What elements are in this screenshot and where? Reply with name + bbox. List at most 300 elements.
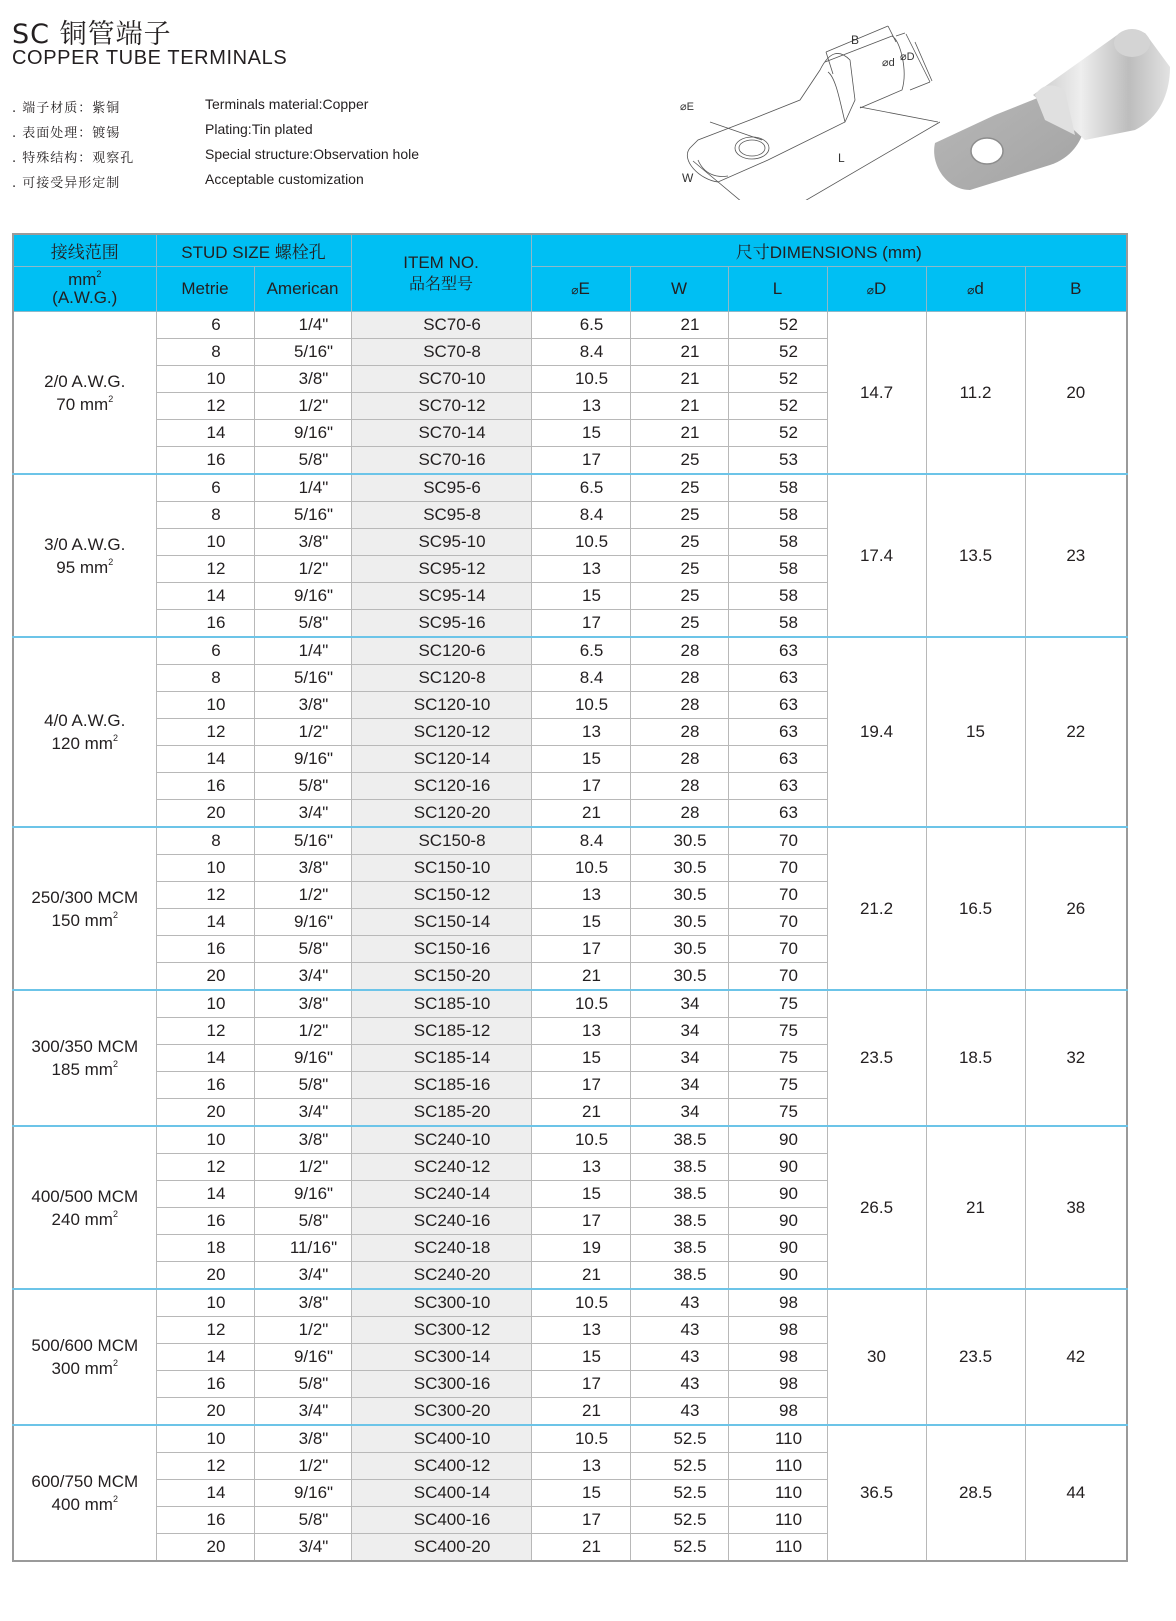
american-stud: 3/8" (254, 1289, 351, 1317)
dim-B: 44 (1025, 1425, 1127, 1561)
dim-w: 38.5 (630, 1235, 728, 1262)
dim-w: 21 (630, 339, 728, 366)
wire-range-cell (13, 990, 156, 1126)
american-stud: 3/4" (254, 1099, 351, 1127)
american-stud: 3/4" (254, 963, 351, 991)
metric-stud: 10 (156, 1425, 254, 1453)
american-stud: 9/16" (254, 1344, 351, 1371)
dim-l: 90 (728, 1208, 827, 1235)
metric-stud: 20 (156, 1534, 254, 1562)
dim-w: 28 (630, 665, 728, 692)
dim-l: 70 (728, 909, 827, 936)
dim-w: 34 (630, 1072, 728, 1099)
header-dimensions: 尺寸DIMENSIONS (mm) (531, 234, 1127, 267)
dim-w: 30.5 (630, 882, 728, 909)
metric-stud: 10 (156, 529, 254, 556)
dim-w: 34 (630, 1018, 728, 1045)
spec-table (12, 233, 1128, 1562)
dim-e: 8.4 (531, 502, 630, 529)
dim-D: 19.4 (827, 637, 926, 827)
american-stud: 1/4" (254, 312, 351, 339)
american-stud: 1/4" (254, 637, 351, 665)
american-stud: 1/2" (254, 393, 351, 420)
dim-e: 13 (531, 1317, 630, 1344)
diameter-icon: ⌀ (967, 283, 975, 297)
wire-range-mm: 120 $mm^2$ (51, 733, 118, 753)
label-d-outer: ⌀D (900, 51, 915, 63)
dim-w: 30.5 (630, 855, 728, 882)
dim-d: 15 (926, 637, 1025, 827)
item-no: SC150-16 (351, 936, 531, 963)
american-stud: 9/16" (254, 583, 351, 610)
wire-range-cell (13, 1126, 156, 1289)
american-stud: 9/16" (254, 909, 351, 936)
table-row (13, 1126, 1127, 1154)
dim-l: 58 (728, 583, 827, 610)
dim-B: 22 (1025, 637, 1127, 827)
metric-stud: 10 (156, 855, 254, 882)
american-stud: 1/2" (254, 1018, 351, 1045)
dim-B: 23 (1025, 474, 1127, 637)
american-stud: 5/16" (254, 502, 351, 529)
american-stud: 3/8" (254, 855, 351, 882)
dim-w: 43 (630, 1289, 728, 1317)
dim-w: 28 (630, 773, 728, 800)
wire-range-mm: 70 $mm^2$ (56, 393, 114, 414)
label-b: B (851, 33, 860, 47)
dim-l: 63 (728, 637, 827, 665)
dim-e: 13 (531, 1018, 630, 1045)
dim-e: 8.4 (531, 665, 630, 692)
dim-d: 13.5 (926, 474, 1025, 637)
dim-l: 90 (728, 1181, 827, 1208)
dim-w: 30.5 (630, 936, 728, 963)
item-no: SC70-8 (351, 339, 531, 366)
item-no: SC150-10 (351, 855, 531, 882)
dim-B: 42 (1025, 1289, 1127, 1425)
wire-range-mm: 185 $mm^2$ (51, 1059, 118, 1079)
dim-w: 21 (630, 393, 728, 420)
item-no: SC70-14 (351, 420, 531, 447)
item-no: SC150-20 (351, 963, 531, 991)
spec-cn: . 表面处理：镀锡 (12, 126, 121, 141)
dim-w: 52.5 (630, 1534, 728, 1562)
item-no: SC120-20 (351, 800, 531, 828)
item-no: SC95-6 (351, 474, 531, 502)
item-no: SC400-10 (351, 1425, 531, 1453)
dim-e: 13 (531, 719, 630, 746)
dim-l: 98 (728, 1289, 827, 1317)
item-no: SC150-8 (351, 827, 531, 855)
dim-l: 63 (728, 692, 827, 719)
dim-l: 58 (728, 474, 827, 502)
dim-e: 19 (531, 1235, 630, 1262)
dim-e: 17 (531, 1507, 630, 1534)
dim-l: 70 (728, 882, 827, 909)
spec-cn: . 端子材质：紫铜 (12, 101, 121, 116)
dim-l: 90 (728, 1235, 827, 1262)
dim-l: 110 (728, 1507, 827, 1534)
item-no: SC240-20 (351, 1262, 531, 1290)
metric-stud: 6 (156, 474, 254, 502)
dim-l: 52 (728, 366, 827, 393)
metric-stud: 16 (156, 1507, 254, 1534)
dim-w: 52.5 (630, 1507, 728, 1534)
dim-l: 110 (728, 1425, 827, 1453)
metric-stud: 12 (156, 393, 254, 420)
dim-B: 20 (1025, 312, 1127, 475)
spec-cn: . 可接受异形定制 (12, 176, 121, 191)
american-stud: 1/2" (254, 719, 351, 746)
squared-sup: 2 (112, 1208, 118, 1219)
dim-e: 21 (531, 800, 630, 828)
american-stud: 5/16" (254, 665, 351, 692)
header-l: L (728, 267, 827, 312)
table-header (13, 234, 1127, 312)
item-no: SC240-10 (351, 1126, 531, 1154)
wire-range-mm: 240 $mm^2$ (51, 1208, 118, 1229)
dim-w: 38.5 (630, 1262, 728, 1290)
dim-l: 63 (728, 665, 827, 692)
wire-range-awg: 600/750 MCM (31, 1472, 139, 1491)
diameter-icon: ⌀ (571, 283, 579, 297)
header-w: W (630, 267, 728, 312)
metric-stud: 12 (156, 719, 254, 746)
dim-e: 15 (531, 1181, 630, 1208)
american-stud: 3/4" (254, 1534, 351, 1562)
american-stud: 3/8" (254, 1425, 351, 1453)
item-no: SC300-20 (351, 1398, 531, 1426)
metric-stud: 6 (156, 637, 254, 665)
terminal-photo (925, 25, 1170, 200)
metric-stud: 14 (156, 420, 254, 447)
label-w: W (682, 171, 694, 185)
squared-sup: 2 (112, 733, 118, 743)
header-dd: ⌀D (827, 267, 926, 312)
metric-stud: 16 (156, 447, 254, 475)
dim-D: 21.2 (827, 827, 926, 990)
item-no: SC240-16 (351, 1208, 531, 1235)
dim-l: 98 (728, 1344, 827, 1371)
item-no: SC95-12 (351, 556, 531, 583)
dim-e: 6.5 (531, 474, 630, 502)
metric-stud: 10 (156, 692, 254, 719)
metric-stud: 20 (156, 963, 254, 991)
dim-l: 70 (728, 936, 827, 963)
dim-w: 34 (630, 1045, 728, 1072)
item-no: SC400-16 (351, 1507, 531, 1534)
dim-w: 38.5 (630, 1181, 728, 1208)
dim-e: 13 (531, 1453, 630, 1480)
american-stud: 1/2" (254, 1317, 351, 1344)
dim-e: 17 (531, 1371, 630, 1398)
dim-w: 52.5 (630, 1425, 728, 1453)
header-d: ⌀d (926, 267, 1025, 312)
table-row (13, 1289, 1127, 1317)
dim-w: 25 (630, 610, 728, 638)
wire-range-cell (13, 474, 156, 637)
squared-sup: 2 (108, 556, 114, 567)
metric-stud: 20 (156, 800, 254, 828)
item-no: SC150-12 (351, 882, 531, 909)
item-no: SC400-20 (351, 1534, 531, 1562)
dim-w: 52.5 (630, 1453, 728, 1480)
american-stud: 3/8" (254, 366, 351, 393)
header-e: ⌀E (531, 267, 630, 312)
wire-range-awg: 500/600 MCM (31, 1336, 139, 1355)
item-no: SC240-12 (351, 1154, 531, 1181)
item-no: SC240-14 (351, 1181, 531, 1208)
dim-l: 58 (728, 556, 827, 583)
metric-stud: 12 (156, 1018, 254, 1045)
wire-range-awg: 2/0 A.W.G. (44, 371, 126, 391)
label-l: L (838, 151, 845, 165)
label-d-inner: ⌀d (882, 57, 895, 69)
item-no: SC95-8 (351, 502, 531, 529)
dim-D: 30 (827, 1289, 926, 1425)
american-stud: 9/16" (254, 1480, 351, 1507)
american-stud: 3/4" (254, 1398, 351, 1426)
dim-e: 21 (531, 1398, 630, 1426)
dim-e: 17 (531, 773, 630, 800)
dim-w: 34 (630, 1099, 728, 1127)
metric-stud: 16 (156, 610, 254, 638)
dim-l: 98 (728, 1371, 827, 1398)
dim-l: 70 (728, 963, 827, 991)
wire-range-cell (13, 312, 156, 475)
squared-sup: 2 (112, 909, 118, 920)
dim-e: 15 (531, 1344, 630, 1371)
dim-l: 70 (728, 855, 827, 882)
terminal-dimension-diagram (650, 10, 940, 200)
item-no: SC185-16 (351, 1072, 531, 1099)
dim-l: 52 (728, 420, 827, 447)
dim-w: 43 (630, 1371, 728, 1398)
page-title-cn: SC 铜管端子 (12, 19, 172, 50)
metric-stud: 10 (156, 1126, 254, 1154)
american-stud: 3/8" (254, 1126, 351, 1154)
dim-w: 25 (630, 529, 728, 556)
american-stud: 9/16" (254, 420, 351, 447)
american-stud: 5/8" (254, 773, 351, 800)
header-item-en: ITEM NO. (403, 253, 479, 272)
american-stud: 9/16" (254, 1181, 351, 1208)
dim-D: 17.4 (827, 474, 926, 637)
header-metrie: Metrie (156, 267, 254, 312)
american-stud: 1/2" (254, 1154, 351, 1181)
dim-B: 26 (1025, 827, 1127, 990)
dim-e: 21 (531, 963, 630, 991)
diameter-icon: ⌀ (866, 283, 874, 297)
american-stud: 3/4" (254, 800, 351, 828)
table-row (13, 312, 1127, 339)
dim-e: 13 (531, 556, 630, 583)
dim-d: 28.5 (926, 1425, 1025, 1561)
header-american: American (254, 267, 351, 312)
metric-stud: 8 (156, 339, 254, 366)
dim-e: 17 (531, 1208, 630, 1235)
metric-stud: 20 (156, 1099, 254, 1127)
dim-e: 15 (531, 1045, 630, 1072)
dim-w: 38.5 (630, 1208, 728, 1235)
item-no: SC400-12 (351, 1453, 531, 1480)
item-no: SC70-6 (351, 312, 531, 339)
wire-range-cell (13, 1289, 156, 1425)
dim-l: 52 (728, 393, 827, 420)
item-no: SC95-10 (351, 529, 531, 556)
dim-e: 10.5 (531, 529, 630, 556)
american-stud: 1/2" (254, 556, 351, 583)
dim-w: 30.5 (630, 827, 728, 855)
dim-B: 32 (1025, 990, 1127, 1126)
wire-range-awg: 4/0 A.W.G. (44, 711, 126, 730)
dim-e: 10.5 (531, 1289, 630, 1317)
dim-w: 25 (630, 474, 728, 502)
item-no: SC185-12 (351, 1018, 531, 1045)
dim-D: 26.5 (827, 1126, 926, 1289)
dim-w: 38.5 (630, 1154, 728, 1181)
dim-e: 10.5 (531, 855, 630, 882)
item-no: SC300-10 (351, 1289, 531, 1317)
american-stud: 11/16" (254, 1235, 351, 1262)
dim-w: 21 (630, 366, 728, 393)
spec-en: Acceptable customization (205, 171, 364, 187)
dim-e: 21 (531, 1099, 630, 1127)
american-stud: 3/8" (254, 990, 351, 1018)
dim-e: 10.5 (531, 990, 630, 1018)
table-row (13, 827, 1127, 855)
american-stud: 5/8" (254, 610, 351, 638)
wire-range-mm: 300 $mm^2$ (51, 1358, 118, 1378)
dim-w: 30.5 (630, 963, 728, 991)
metric-stud: 6 (156, 312, 254, 339)
dim-e: 8.4 (531, 827, 630, 855)
header-range-unit-sup: 2 (96, 269, 102, 279)
wire-range-cell (13, 827, 156, 990)
item-no: SC240-18 (351, 1235, 531, 1262)
american-stud: 1/2" (254, 1453, 351, 1480)
dim-e: 10.5 (531, 692, 630, 719)
dim-l: 63 (728, 800, 827, 828)
metric-stud: 14 (156, 1344, 254, 1371)
item-no: SC95-14 (351, 583, 531, 610)
dim-e: 15 (531, 1480, 630, 1507)
metric-stud: 10 (156, 990, 254, 1018)
dim-l: 90 (728, 1154, 827, 1181)
dim-w: 25 (630, 583, 728, 610)
metric-stud: 20 (156, 1398, 254, 1426)
dim-e: 17 (531, 610, 630, 638)
dim-d: 21 (926, 1126, 1025, 1289)
dim-e: 17 (531, 936, 630, 963)
dim-e: 17 (531, 447, 630, 475)
metric-stud: 10 (156, 366, 254, 393)
dim-w: 21 (630, 420, 728, 447)
dim-l: 110 (728, 1534, 827, 1562)
metric-stud: 8 (156, 827, 254, 855)
dim-w: 25 (630, 447, 728, 475)
metric-stud: 20 (156, 1262, 254, 1290)
dim-l: 75 (728, 990, 827, 1018)
american-stud: 5/8" (254, 447, 351, 475)
spec-en: Plating:Tin plated (205, 121, 313, 137)
metric-stud: 14 (156, 746, 254, 773)
dim-l: 90 (728, 1126, 827, 1154)
american-stud: 5/8" (254, 1507, 351, 1534)
wire-range-awg: 250/300 MCM (31, 887, 139, 907)
dim-D: 14.7 (827, 312, 926, 475)
item-no: SC185-14 (351, 1045, 531, 1072)
header-stud-size: STUD SIZE 螺栓孔 (156, 234, 351, 267)
dim-e: 15 (531, 583, 630, 610)
wire-range-awg: 300/350 MCM (31, 1037, 139, 1056)
wire-range-mm: 400 $mm^2$ (51, 1494, 118, 1514)
dim-e: 13 (531, 1154, 630, 1181)
dim-l: 58 (728, 502, 827, 529)
table-row (13, 990, 1127, 1018)
item-no: SC300-16 (351, 1371, 531, 1398)
label-e: ⌀E (680, 101, 694, 113)
dim-d: 11.2 (926, 312, 1025, 475)
dim-l: 63 (728, 773, 827, 800)
dim-w: 43 (630, 1344, 728, 1371)
item-no: SC300-14 (351, 1344, 531, 1371)
dim-e: 15 (531, 746, 630, 773)
metric-stud: 12 (156, 556, 254, 583)
dim-l: 53 (728, 447, 827, 475)
dim-e: 21 (531, 1534, 630, 1562)
dim-e: 10.5 (531, 366, 630, 393)
item-no: SC120-12 (351, 719, 531, 746)
american-stud: 5/8" (254, 936, 351, 963)
dim-e: 15 (531, 420, 630, 447)
metric-stud: 14 (156, 1181, 254, 1208)
header-range-awg: (A.W.G.) (52, 288, 118, 307)
dim-w: 25 (630, 502, 728, 529)
dim-D: 23.5 (827, 990, 926, 1126)
dim-l: 58 (728, 529, 827, 556)
dim-w: 52.5 (630, 1480, 728, 1507)
american-stud: 5/8" (254, 1072, 351, 1099)
metric-stud: 16 (156, 773, 254, 800)
american-stud: 3/4" (254, 1262, 351, 1290)
dim-d: 16.5 (926, 827, 1025, 990)
dim-w: 28 (630, 746, 728, 773)
item-no: SC150-14 (351, 909, 531, 936)
dim-w: 30.5 (630, 909, 728, 936)
wire-range-mm: 95 $mm^2$ (56, 556, 114, 577)
dim-l: 75 (728, 1099, 827, 1127)
american-stud: 1/2" (254, 882, 351, 909)
squared-sup: 2 (108, 393, 114, 404)
american-stud: 5/8" (254, 1371, 351, 1398)
metric-stud: 18 (156, 1235, 254, 1262)
squared-sup: 2 (112, 1494, 118, 1504)
item-no: SC120-10 (351, 692, 531, 719)
dim-e: 13 (531, 882, 630, 909)
dim-l: 63 (728, 719, 827, 746)
header-b: B (1025, 267, 1127, 312)
dim-w: 21 (630, 312, 728, 339)
header-range-cn: 接线范围 (13, 234, 156, 267)
american-stud: 3/8" (254, 529, 351, 556)
item-no: SC300-12 (351, 1317, 531, 1344)
dim-e: 15 (531, 909, 630, 936)
wire-range-awg: 400/500 MCM (31, 1186, 139, 1206)
american-stud: 9/16" (254, 746, 351, 773)
wire-range-cell (13, 637, 156, 827)
american-stud: 5/16" (254, 827, 351, 855)
